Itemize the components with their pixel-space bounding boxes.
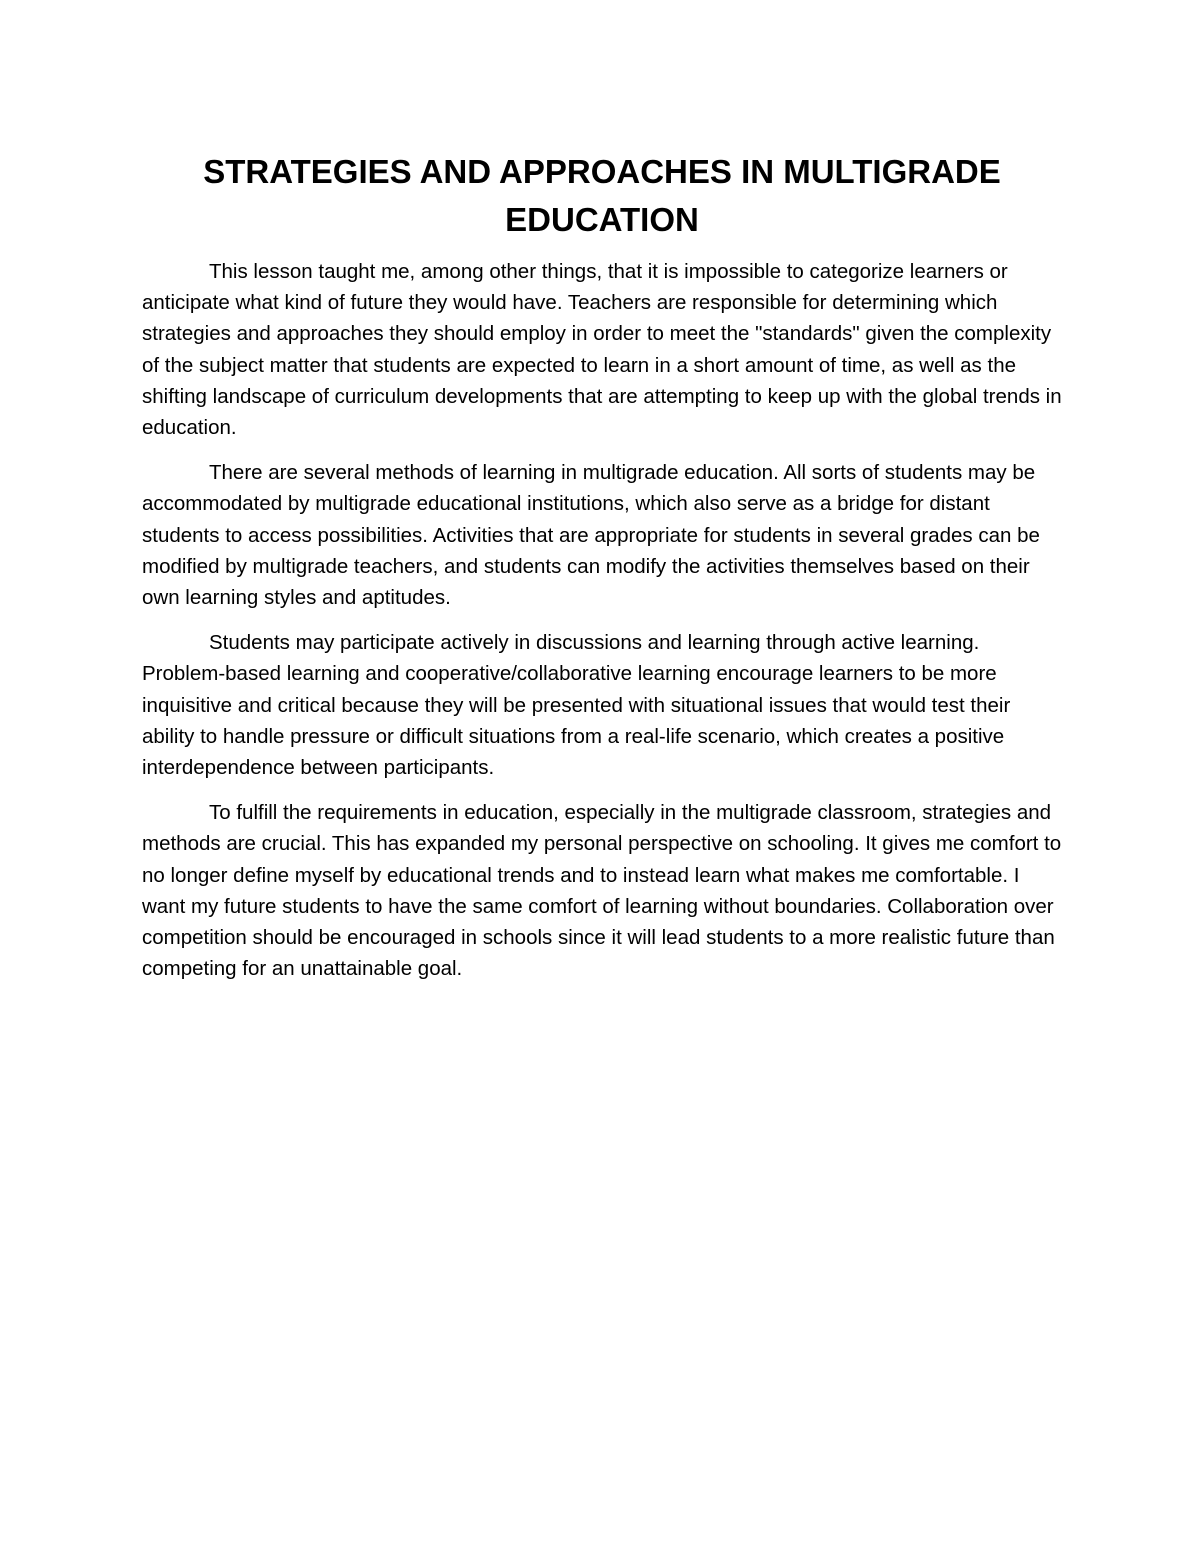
document-body	[142, 148, 1062, 984]
paragraph-2: There are several methods of learning in multigrade education. All sorts of students may be accommodated by multigrade educational institutions, which also serve as a bridge for distant students to access possibilities. Activities that are appropriate for students in several grades can be modified by multigrade teachers, and students can modify the activities themselves based on their own learning styles and aptitudes.	[142, 461, 1040, 610]
paragraph-1: This lesson taught me, among other things, that it is impossible to categorize learners or anticipate what kind of future they would have. Teachers are responsible for determining which strategies and approaches they should employ in order to meet the "standards" given the complexity of the subject matter that students are expected to learn in a short amount of time, as well as the shifting landscape of curriculum developments that are attempting to keep up with the global trends in education.	[142, 260, 1062, 440]
paragraph-3: Students may participate actively in discussions and learning through active learning. Problem-based learning and cooperative/collaborative learning encourage learners to be more inquisitive and critical because they will be presented with situational issues that would test their ability to handle pressure or difficult situations from a real-life scenario, which creates a positive interdependence between participants.	[142, 631, 1011, 780]
document-title: STRATEGIES AND APPROACHES IN MULTIGRADE EDUCATION	[203, 153, 1001, 238]
paragraph-4: To fulfill the requirements in education, especially in the multigrade classroom, strategies and methods are crucial. This has expanded my personal perspective on schooling. It gives me comfort to no longer define myself by educational trends and to instead learn what makes me comfortable. I want my future students to have the same comfort of learning without boundaries. Collaboration over competition should be encouraged in schools since it will lead students to a more realistic future than competing for an unattainable goal.	[142, 801, 1062, 981]
